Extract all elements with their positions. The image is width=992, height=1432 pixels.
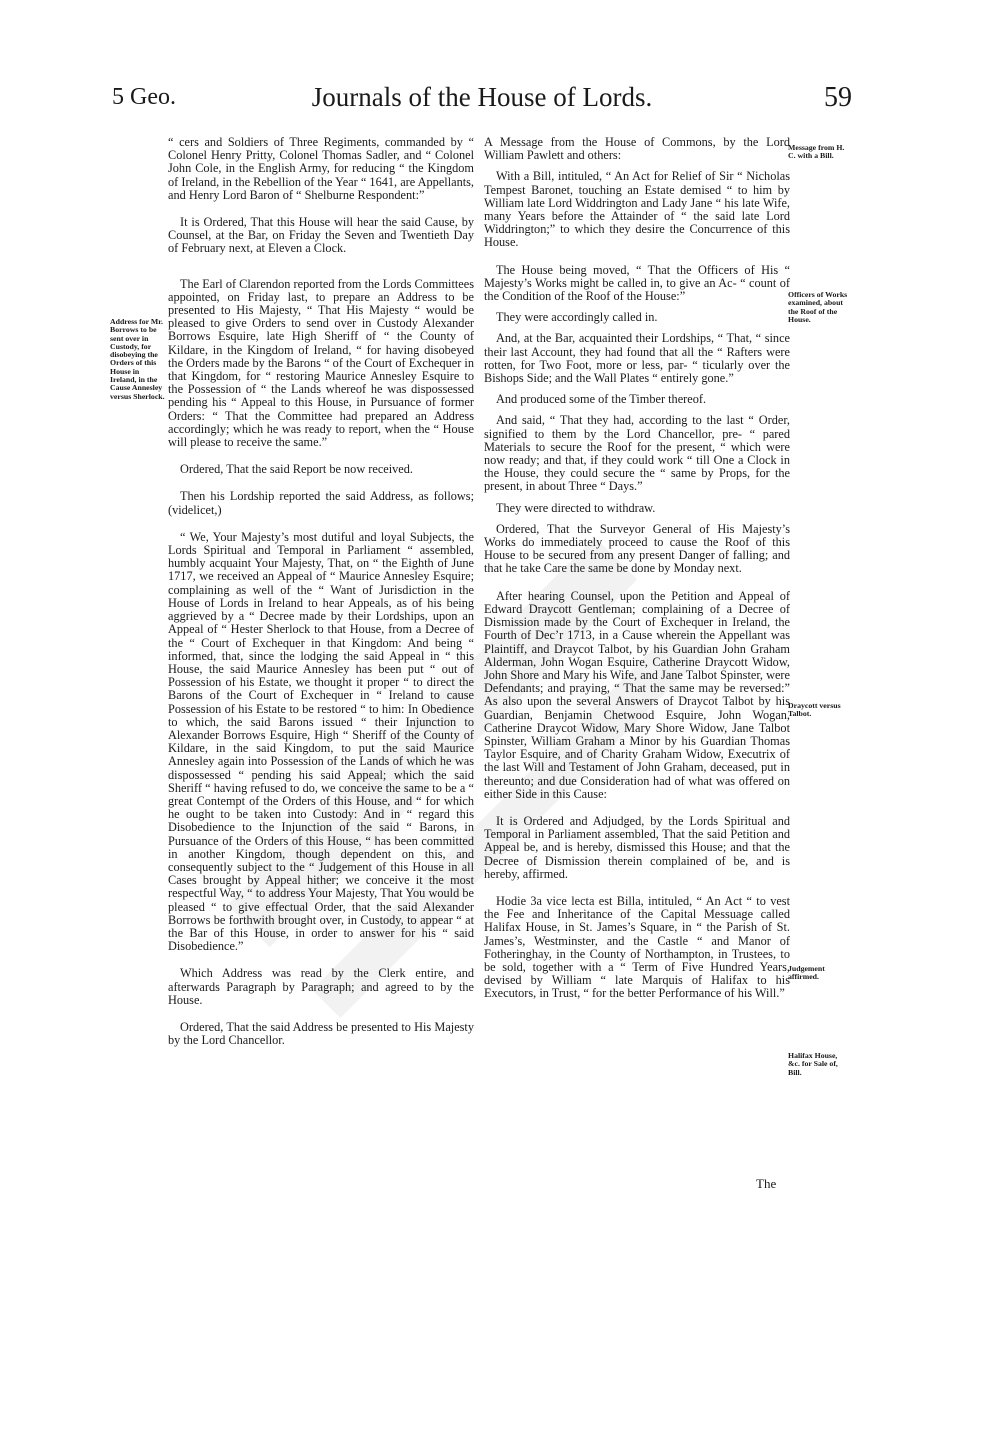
paragraph-surveyor-order: Ordered, That the Surveyor General of His Majesty’s Works do immediately proceed to cause the Roof of this House to be secured from any present Danger of falling; and that he take Care the same be done by Monday next. (484, 521, 790, 576)
paragraph-timber-produced: And produced some of the Timber thereof. (496, 392, 707, 407)
paragraph-withdraw: They were directed to withdraw. (496, 500, 656, 515)
journal-title: Journals of the House of Lords. (311, 82, 653, 112)
right-column (484, 136, 790, 1015)
paragraph-report-received: Ordered, That the said Report be now received. (180, 462, 413, 477)
page-header (112, 78, 852, 126)
paragraph-appellants: “ cers and Soldiers of Three Regiments, commanded by “ Colonel Henry Pritty, Colonel Thomas Sadler, and “ Colonel John Cole, in the English Army, for reducing “ the Kingdom of Ireland, in the Rebellion of the Year “ 1641, are Appellants, and Henry Lord Baron of “ Shelburne Respondent:” (168, 135, 474, 202)
paragraph-address-text: “ We, Your Majesty’s most dutiful and loyal Subjects, the Lords Spiritual and Temporal in Parliament “ assembled, humbly acquaint Your Majesty, That, on “ the Eighth of June 1717, we received an Appeal of “ Maurice Annesley Esquire; complaining as well of the “ Want of Jurisdiction in the House of Lords in Ireland to hear Appeals, as of his being aggrieved by a “ Decree made by their Lordships, upon an Appeal of “ Hester Sherlock to that House, from a Decree of the “ Court of Exchequer in that Kingdom: And being “ informed, that, since the lodging the said Appeal in “ this House, the said Maurice Annesley has been put “ out of Possession of his Estate, we thought it proper “ to direct the Barons of the Court of Exchequer in “ Ireland to cause Possession of his Estate to be restored “ to him: In Obedience to which, the said Barons issued “ their Injunction to Alexander Borrows Esquire, High “ Sheriff of the County of Kildare, in the said Kingdom, to put the said Maurice Annesley again into Possession of the Lands of which he was dispossessed “ pending his said Appeal; which the said Sheriff “ having refused to do, we conceive the same to be a “ great Contempt of the Orders of this House, and “ for which he ought to be taken into Custody: And in “ regard this Disobedience to the Injunction of the said “ Barons, in Pursuance of the Orders of this House, “ has been committed in another Kingdom, though dependent on this, and consequently subject to the “ Judgement of this House in all Cases brought by Appeal hither; we conceive it the most respectful Way, “ to address Your Majesty, That You would be pleased “ to give effectual Order, that the said Alexander Borrows be forthwith brought over, in Custody, to appear “ at the Bar of this House, in order to answer for his “ said Disobedience.” (168, 529, 474, 954)
margin-note-judgement-affirmed: Judgement affirmed. (788, 964, 825, 982)
paragraph-clarendon-report: The Earl of Clarendon reported from the Lords Committees appointed, on Friday last, to prepare an Address to be presented to His Majesty, “ That His Majesty “ would be pleased to give Orders to send over in Custody Alexander Borrows Esquire, late High Sheriff of “ the County of Kildare, in the Kingdom of Ireland, “ for having disobeyed the Orders made by the Barons “ of the Court of Exchequer in that Kingdom, for “ restoring Maurice Annesley Esquire to the Possession of “ the Lands whereof he was dispossessed pending his “ Appeal to this House, in Pursuance of former Orders: “ That the Committee had prepared an Address accordingly; which he was ready to report, when the “ House will please to receive the same.” (168, 276, 474, 450)
margin-note-borrows-address: Address for Mr. Borrows to be sent over in Custody, for disobeying the Orders of this House in Ireland, in the Cause Annesley versus Sherlock. (110, 317, 165, 401)
paragraph-called-in: They were accordingly called in. (496, 310, 658, 325)
page-number: 59 (824, 82, 852, 113)
paragraph-address-read: Which Address was read by the Clerk entire, and afterwards Paragraph by Paragraph; and agreed to by the House. (168, 966, 474, 1007)
paragraph-hearing-order: It is Ordered, That this House will hear the said Cause, by Counsel, at the Bar, on Friday the Seven and Twentieth Day of February next, at Eleven a Clock. (168, 215, 474, 256)
reign-label: 5 Geo. (112, 84, 176, 110)
paragraph-officers-moved: The House being moved, “ That the Officers of His “ Majesty’s Works might be called in, to give an Ac- “ count of the Condition of the Roof of the House:” (484, 262, 790, 304)
margin-note-draycott-talbot: Draycott versus Talbot. (788, 701, 841, 719)
margin-note-halifax-bill: Halifax House, &c. for Sale of, Bill. (788, 1051, 838, 1077)
margin-note-officers-works: Officers of Works examined, about the Roof of the House. (788, 290, 848, 324)
paragraph-draycott-appeal: After hearing Counsel, upon the Petition and Appeal of Edward Draycott Gentleman; complaining of a Decree of Dismission made by the Court of Exchequer in Ireland, the Fourth of Dec’r 1713, in a Cause wherein the Appellant was Plaintiff, and Draycot Talbot, by his Guardian John Graham Alderman, John Wogan Esquire, Catherine Draycott Widow, John Shore and Mary his Wife, and Jane Talbot Spinster, were Defendants; and praying, “ That the same may be reversed:” As also upon the several Answers of Draycot Talbot by his Guardian, Benjamin Chetwood Esquire, John Wogan, Catherine Draycot Widow, Mary Shore Widow, Jane Talbot Spinster, William Graham a Minor by his Guardian Thomas Taylor Esquire, and of Charity Graham Widow, Executrix of the last Will and Testament of John Graham, deceased, put in thereunto; and due Consideration had of what was offered on either Side in this Cause: (484, 588, 790, 801)
paragraph-address-presented: Ordered, That the said Address be presented to His Majesty by the Lord Chancellor. (168, 1019, 474, 1048)
paragraph-props: And said, “ That they had, according to the last “ Order, signified to them by the Lord Chancellor, pre- “ pared Materials to secure the Roof for the present, “ which were now ready; and that, if they could work “ till One a Clock in the House, they could secure the “ same by Props, for the present, in about Three “ Days.” (484, 413, 790, 494)
paragraph-judgement: It is Ordered and Adjudged, by the Lords Spiritual and Temporal in Parliament assembled, That the said Petition and Appeal be, and is hereby, dismissed this House; and that the Decree of Dismission therein complained of be, and is hereby, affirmed. (484, 813, 790, 881)
paragraph-address-follows: Then his Lordship reported the said Address, as follows; (videlicet,) (168, 489, 474, 517)
paragraph-commons-message: A Message from the House of Commons, by the Lord William Pawlett and others: (484, 135, 790, 163)
paragraph-rafters-rotten: And, at the Bar, acquainted their Lordships, “ That, “ since their last Account, they had found that all the “ Rafters were rotten, for Two Foot, more or less, par- “ ticularly over the Bishops Side; and the Wall Plates “ entirely gone.” (484, 331, 790, 386)
paragraph-tempest-bill: With a Bill, intituled, “ An Act for Relief of Sir “ Nicholas Tempest Baronet, touching an Estate demised “ to him by William late Lord Widdrington and Lady Jane “ his late Wife, many Years before the Attainder of “ the said late Lord Widdrington;” to which they desire the Concurrence of this House. (484, 169, 790, 250)
margin-note-message-commons: Message from H. C. with a Bill. (788, 143, 845, 161)
catchword: The (756, 1176, 777, 1191)
left-column (168, 136, 474, 1061)
paragraph-halifax-bill: Hodie 3a vice lecta est Billa, intituled, “ An Act “ to vest the Fee and Inheritance of the Capital Messuage called Halifax House, in St. James’s Square, in “ the Parish of St. James’s, Westminster, and the Castle “ and Manor of Fotheringhay, in the County of Northampton, in Trustees, to be sold, together with a “ Term of Five Hundred Years, devised by William “ late Marquis of Halifax to his Executors, in Trust, “ for the better Performance of his Will.” (484, 893, 790, 1001)
